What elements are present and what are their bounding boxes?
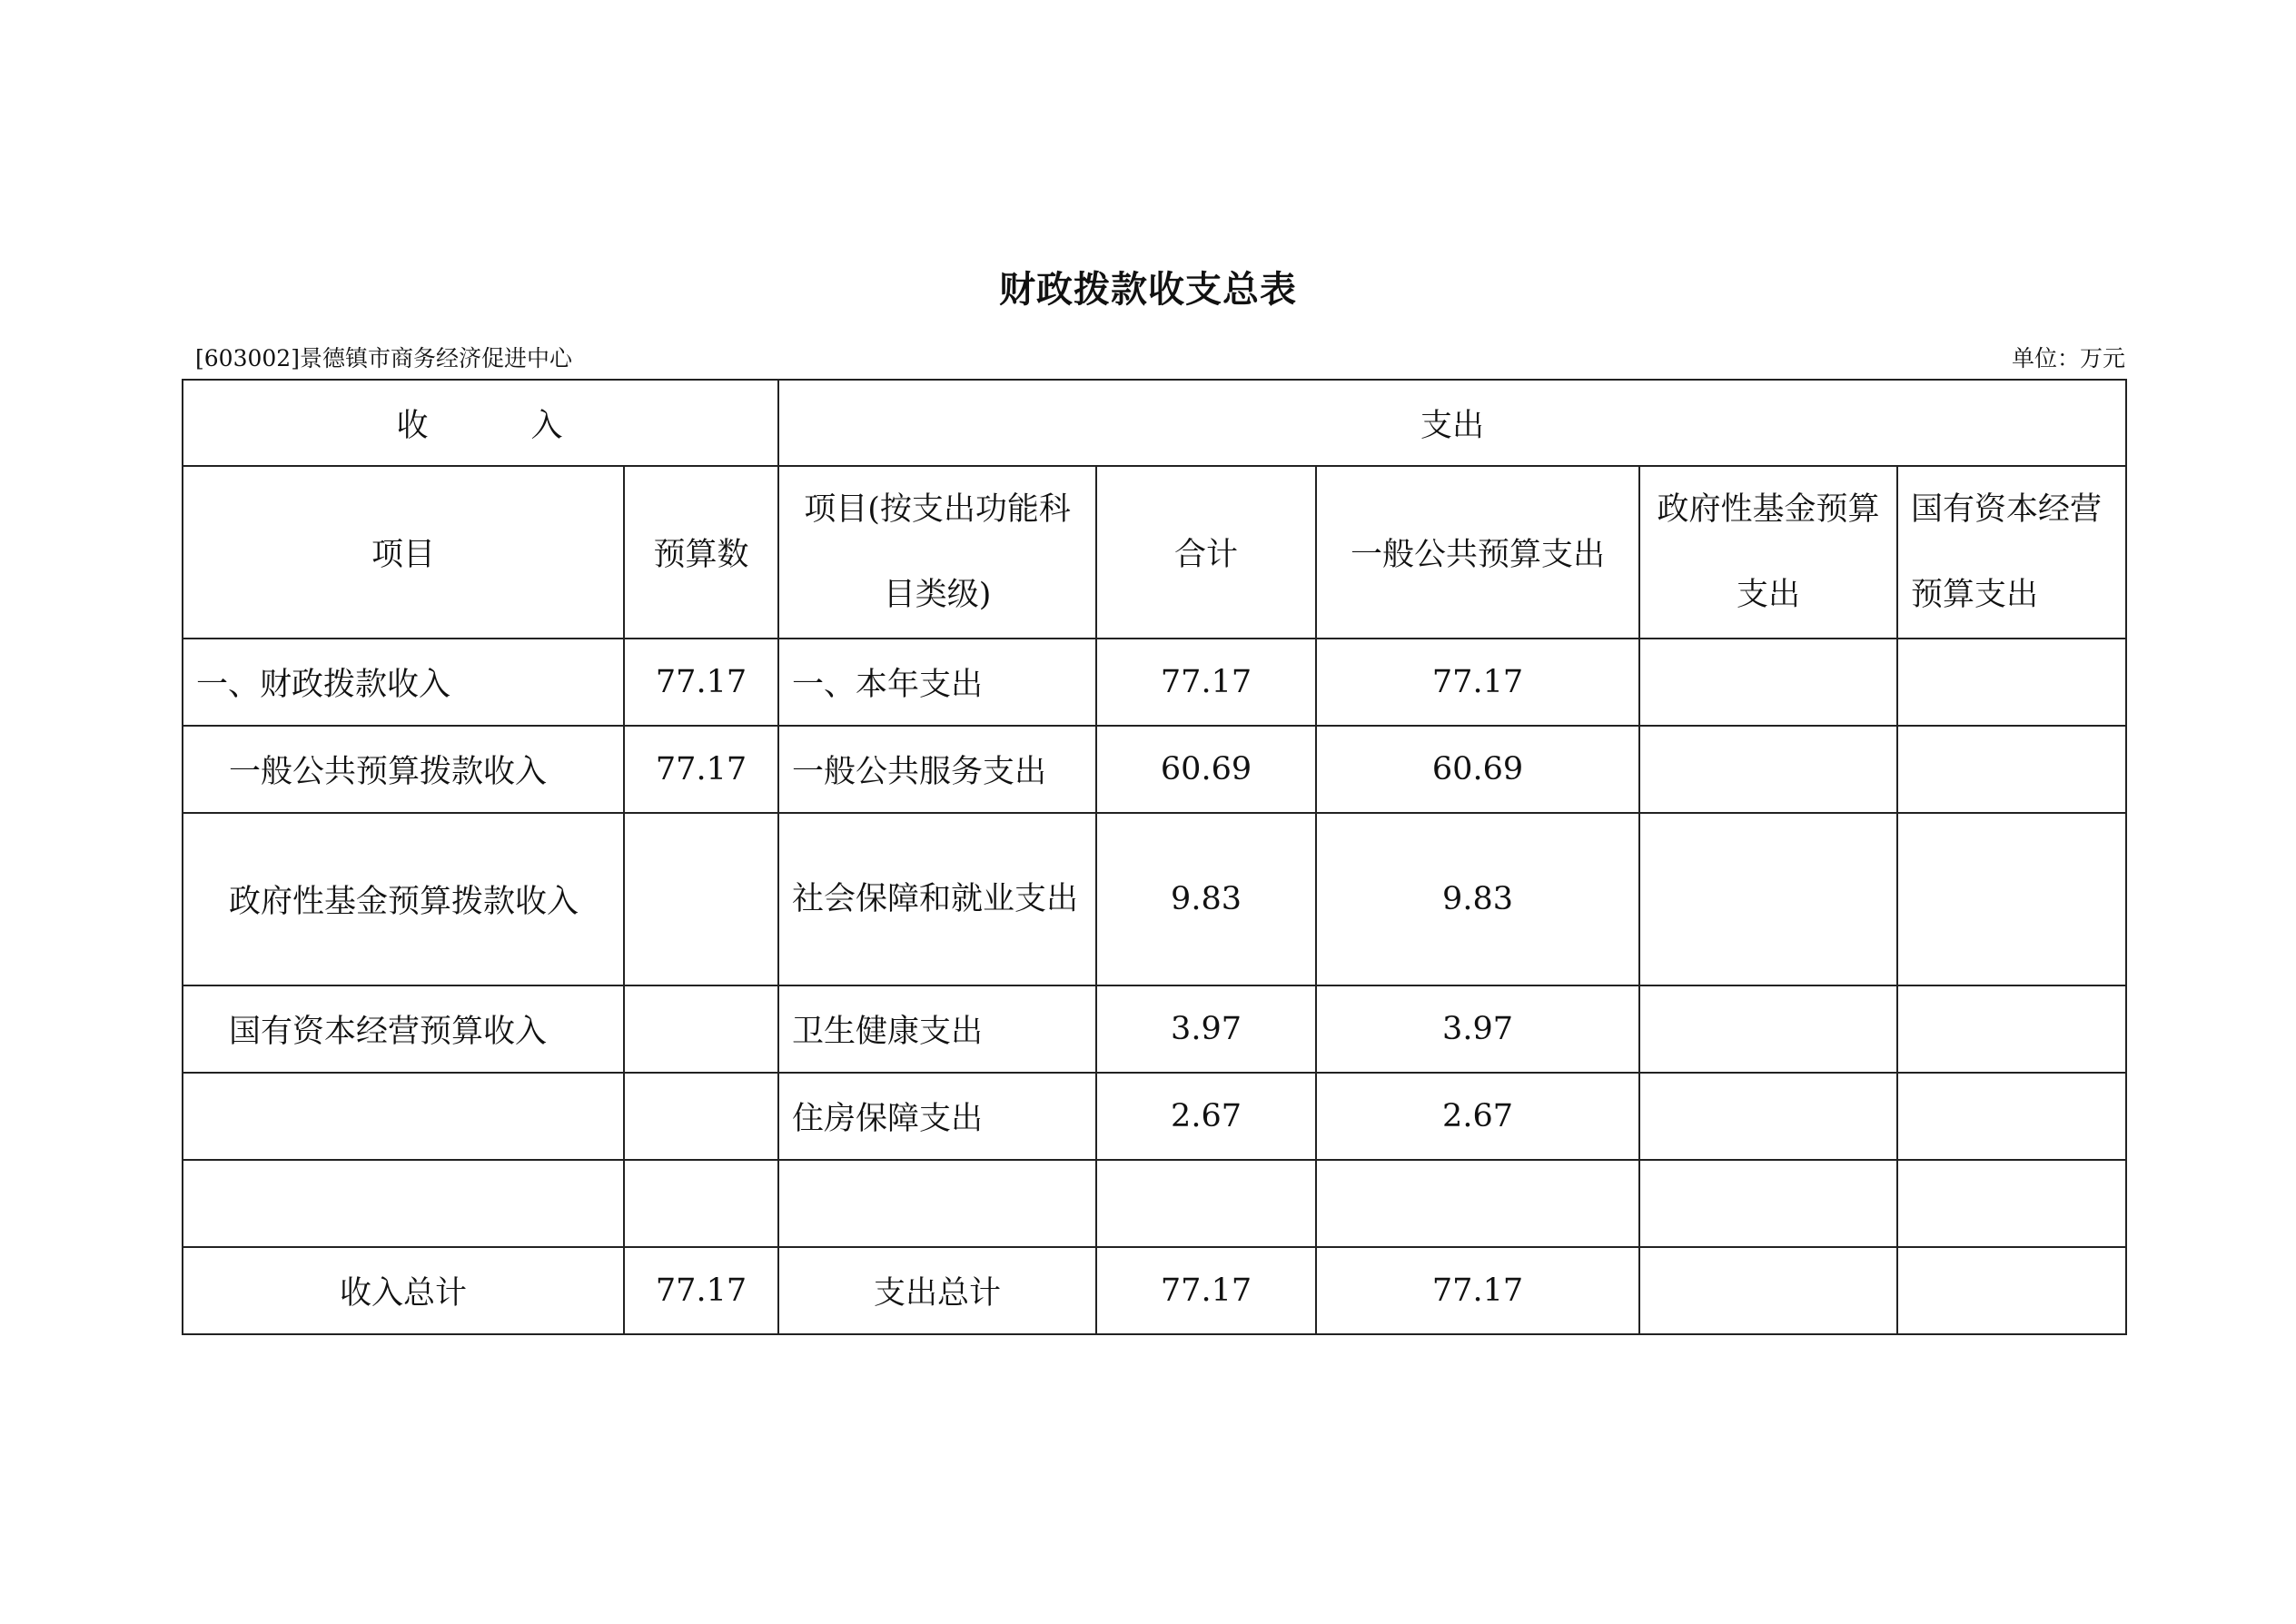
expense-general-public: 3.97 [1316, 985, 1639, 1073]
expense-state-capital-total [1897, 1247, 2126, 1334]
expense-state-capital [1897, 813, 2126, 985]
expense-general-public: 77.17 [1316, 639, 1639, 726]
income-budget [624, 1160, 778, 1247]
expense-general-public: 2.67 [1316, 1073, 1639, 1160]
col-total: 合计 [1096, 466, 1316, 639]
col-expense-item: 项目(按支出功能科目类级) [778, 466, 1096, 639]
expense-gov-fund-total [1639, 1247, 1897, 1334]
expense-gov-fund [1639, 639, 1897, 726]
income-group-header: 收 入 [183, 380, 778, 466]
table-row [183, 985, 2126, 1073]
expense-gov-fund [1639, 1160, 1897, 1247]
expense-general-public: 60.69 [1316, 726, 1639, 813]
table-row [183, 1160, 2126, 1247]
income-budget [624, 813, 778, 985]
table-row [183, 813, 2126, 985]
col-general-public: 一般公共预算支出 [1316, 466, 1639, 639]
col-gov-fund: 政府性基金预算支出 [1639, 466, 1897, 639]
income-item: 一、财政拨款收入 [183, 639, 624, 726]
expense-item: 住房保障支出 [778, 1073, 1096, 1160]
income-budget [624, 985, 778, 1073]
expense-state-capital [1897, 639, 2126, 726]
expense-item: 社会保障和就业支出 [778, 813, 1096, 985]
income-item [183, 1160, 624, 1247]
expense-gov-fund [1639, 813, 1897, 985]
expense-gov-fund [1639, 1073, 1897, 1160]
col-income-budget: 预算数 [624, 466, 778, 639]
expense-item [778, 1160, 1096, 1247]
expense-item: 卫生健康支出 [778, 985, 1096, 1073]
expense-total: 77.17 [1096, 639, 1316, 726]
organization-label: [603002]景德镇市商务经济促进中心 [195, 345, 572, 371]
expense-total: 3.97 [1096, 985, 1316, 1073]
expense-total [1096, 1160, 1316, 1247]
income-budget: 77.17 [624, 726, 778, 813]
income-budget [624, 1073, 778, 1160]
expense-general-public: 9.83 [1316, 813, 1639, 985]
expense-total-value: 77.17 [1096, 1247, 1316, 1334]
expense-gov-fund [1639, 985, 1897, 1073]
income-item: 一般公共预算拨款收入 [183, 726, 624, 813]
income-item: 国有资本经营预算收入 [183, 985, 624, 1073]
income-item [183, 1073, 624, 1160]
income-total-label: 收入总计 [183, 1247, 624, 1334]
page-title: 财政拨款收支总表 [999, 268, 1297, 311]
expense-state-capital [1897, 1160, 2126, 1247]
income-budget: 77.17 [624, 639, 778, 726]
table-row [183, 639, 2126, 726]
expense-general-public [1316, 1160, 1639, 1247]
expense-item: 一般公共服务支出 [778, 726, 1096, 813]
expense-state-capital [1897, 1073, 2126, 1160]
table-row [183, 1073, 2126, 1160]
expense-item: 一、本年支出 [778, 639, 1096, 726]
expense-gov-fund [1639, 726, 1897, 813]
table-column-header [183, 466, 2126, 639]
col-state-capital: 国有资本经营预算支出 [1897, 466, 2126, 639]
expense-state-capital [1897, 985, 2126, 1073]
expense-group-header: 支出 [778, 380, 2126, 466]
table-row [183, 726, 2126, 813]
col-income-item: 项目 [183, 466, 624, 639]
expense-total: 2.67 [1096, 1073, 1316, 1160]
expense-total-label: 支出总计 [778, 1247, 1096, 1334]
table-group-header [183, 380, 2126, 466]
totals-row [183, 1247, 2126, 1334]
expense-total: 60.69 [1096, 726, 1316, 813]
expense-general-public-total: 77.17 [1316, 1247, 1639, 1334]
expense-total: 9.83 [1096, 813, 1316, 985]
income-total-value: 77.17 [624, 1247, 778, 1334]
expense-state-capital [1897, 726, 2126, 813]
budget-table [182, 379, 2127, 1335]
unit-label: 单位：万元 [2011, 345, 2125, 371]
income-item: 政府性基金预算拨款收入 [183, 813, 624, 985]
